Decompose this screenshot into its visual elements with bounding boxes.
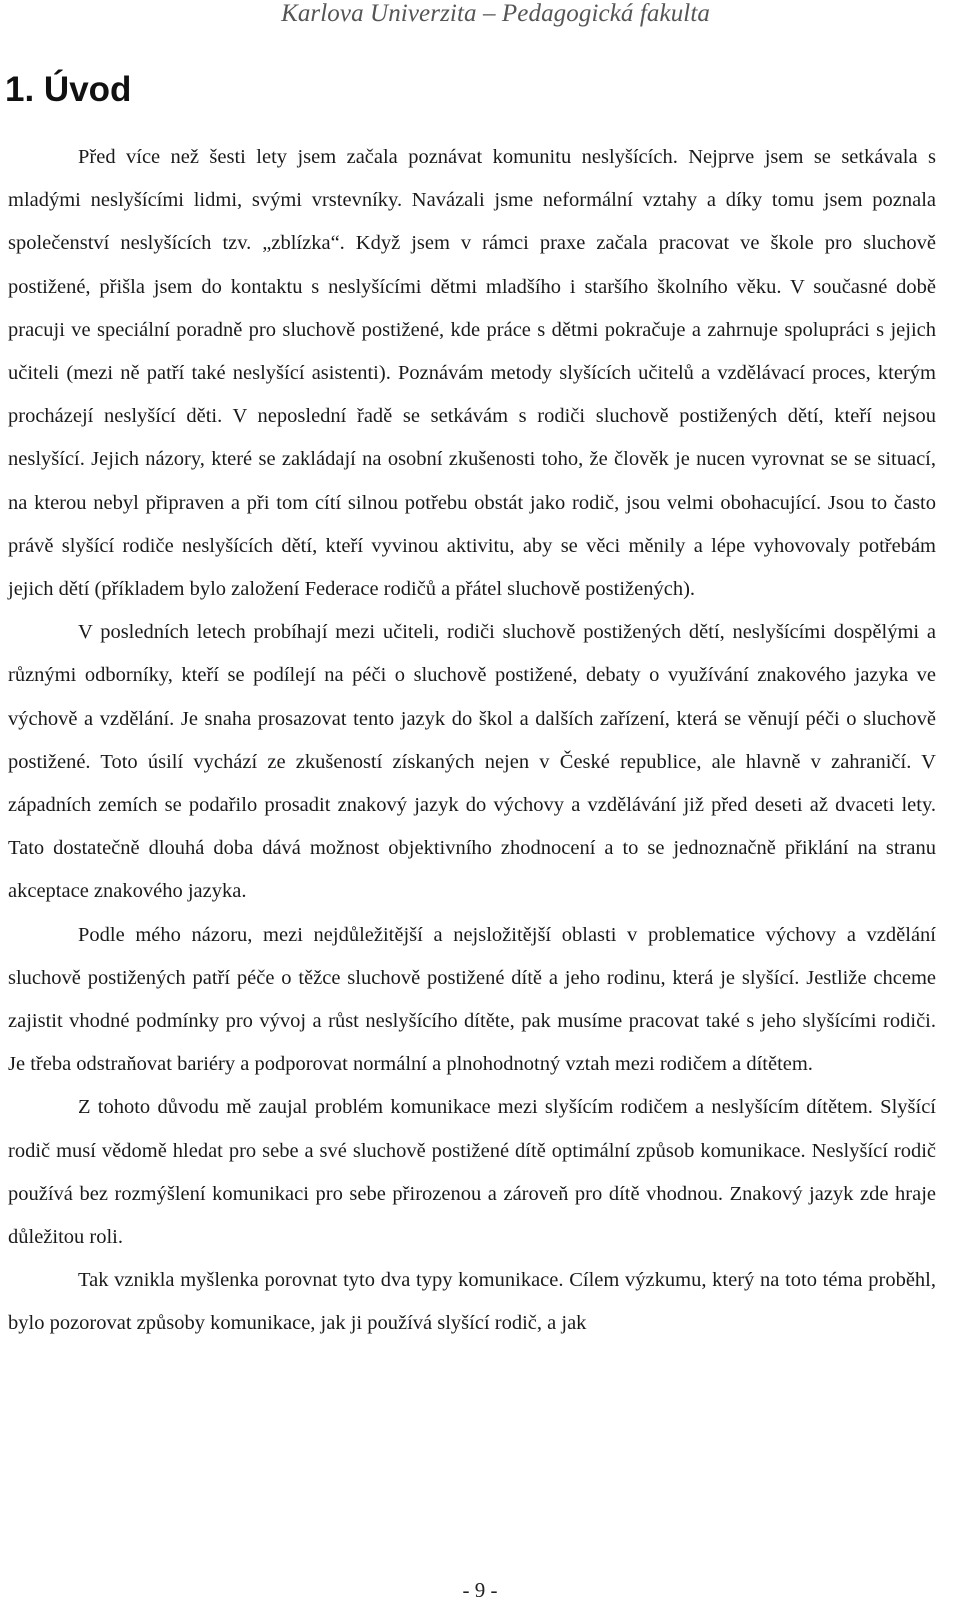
chapter-title: 1. Úvod: [5, 70, 132, 109]
running-header: Karlova Univerzita – Pedagogická fakulta: [281, 0, 710, 27]
paragraph: Před více než šesti lety jsem začala poznávat komunitu neslyšících. Nejprve jsem se setkávala s mladými neslyšícími lidmi, svými vrstevníky. Navázali jsme neformální vztahy a díky tomu jsem poznala společenství neslyšících tzv. „zblízka“. Když jsem v rámci praxe začala pracovat ve škole pro sluchově postižené, přišla jsem do kontaktu s neslyšícími dětmi mladšího i staršího školního věku. V současné době pracuji ve speciální poradně pro sluchově postižené, kde práce s dětmi pokračuje a zahrnuje spolupráci s jejich učiteli (mezi ně patří také neslyšící asistenti). Poznávám metody slyšících učitelů a vzdělávací proces, kterým procházejí neslyšící děti. V neposlední řadě se setkávám s rodiči sluchově postižených dětí, kteří nejsou neslyšící. Jejich názory, které se zakládají na osobní zkušenosti toho, že člověk je nucen vyrovnat se se situací, na kterou nebyl připraven a při tom cítí silnou potřebu obstát jako rodič, jsou velmi obohacující. Jsou to často právě slyšící rodiče neslyšících dětí, kteří vyvinou aktivitu, aby se věci měnily a lépe vyhovovaly potřebám jejich dětí (příkladem bylo založení Federace rodičů a přátel sluchově postižených).: [8, 146, 936, 601]
paragraph: Podle mého názoru, mezi nejdůležitější a nejsložitější oblasti v problematice výchovy a vzdělání sluchově postižených patří péče o těžce sluchově postižené dítě a jeho rodinu, která je slyšící. Jestliže chceme zajistit vhodné podmínky pro vývoj a růst neslyšícího dítěte, pak musíme pracovat také s jeho slyšícími rodiči. Je třeba odstraňovat bariéry a podporovat normální a plnohodnotný vztah mezi rodičem a dítětem.: [8, 923, 936, 1076]
paragraph: Tak vznikla myšlenka porovnat tyto dva typy komunikace. Cílem výzkumu, který na toto téma proběhl, bylo pozorovat způsoby komunikace, jak ji používá slyšící rodič, a jak: [8, 1269, 936, 1335]
page-number: - 9 -: [462, 1578, 498, 1602]
paragraph: V posledních letech probíhají mezi učiteli, rodiči sluchově postižených dětí, neslyšícími dospělými a různými odborníky, kteří se podílejí na péči o sluchově postižené, debaty o využívání znakového jazyka ve výchově a vzdělání. Je snaha prosazovat tento jazyk do škol a dalších zařízení, která se věnují péči o sluchově postižené. Toto úsilí vychází ze zkušeností získaných nejen v České republice, ale hlavně v zahraničí. V západních zemích se podařilo prosadit znakový jazyk do výchovy a vzdělávání již před deseti až dvaceti lety. Tato dostatečně dlouhá doba dává možnost objektivního zhodnocení a to se jednoznačně přiklání na stranu akceptace znakového jazyka.: [8, 621, 936, 903]
paragraph: Z tohoto důvodu mě zaujal problém komunikace mezi slyšícím rodičem a neslyšícím dítětem. Slyšící rodič musí vědomě hledat pro sebe a své sluchově postižené dítě optimální způsob komunikace. Neslyšící rodič používá bez rozmýšlení komunikaci pro sebe přirozenou a zároveň pro dítě vhodnou. Znakový jazyk zde hraje důležitou roli.: [8, 1096, 936, 1249]
body-text: [8, 136, 936, 1346]
